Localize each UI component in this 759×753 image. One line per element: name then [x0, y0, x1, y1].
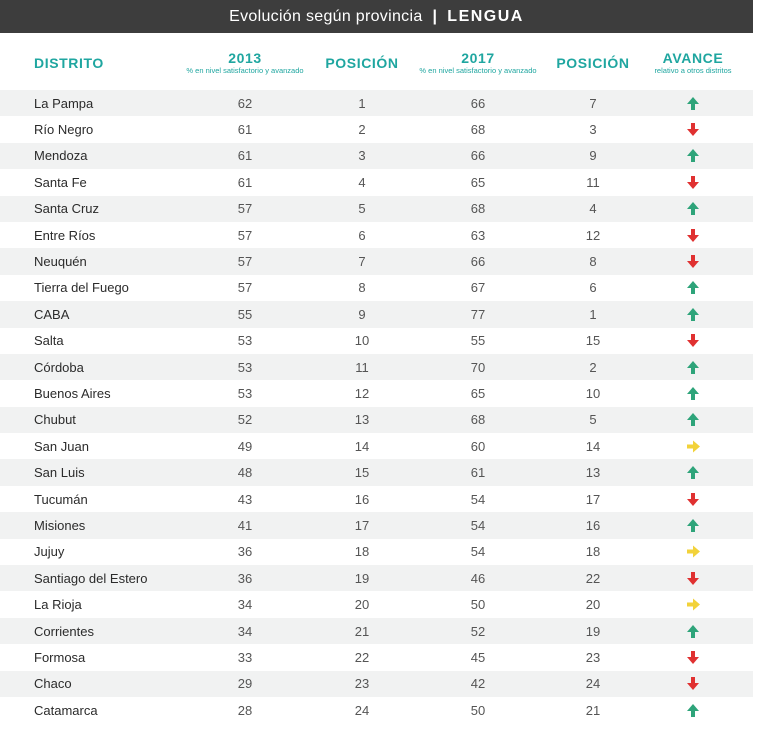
table-row: [0, 697, 753, 723]
distrito-cell: Tucumán: [34, 491, 88, 507]
position-2013-cell: 10: [354, 333, 370, 349]
value-2013-cell: 61: [237, 148, 253, 164]
value-2017-cell: 45: [470, 649, 486, 665]
trend-cell: [645, 248, 741, 274]
position-2017-cell: 6: [589, 280, 597, 296]
distrito-cell: Corrientes: [34, 623, 94, 639]
header-distrito: DISTRITO: [34, 54, 104, 71]
distrito-cell: San Luis: [34, 465, 85, 481]
distrito-cell: Formosa: [34, 649, 86, 665]
table-row: [0, 328, 753, 354]
trend-cell: [645, 90, 741, 116]
trend-cell: [645, 354, 741, 380]
arrow-up-icon: [686, 148, 700, 163]
header-avance-subtitle: relativo a otros distritos: [654, 65, 732, 75]
position-2013-cell: 22: [354, 649, 370, 665]
arrow-up-icon: [686, 307, 700, 322]
value-2013-cell: 33: [237, 649, 253, 665]
trend-cell: [645, 275, 741, 301]
value-2017-cell: 46: [470, 570, 486, 586]
value-2017-cell: 67: [470, 280, 486, 296]
position-2013-cell: 6: [358, 227, 366, 243]
value-2013-cell: 48: [237, 465, 253, 481]
value-2017-cell: 65: [470, 385, 486, 401]
position-2017-cell: 1: [589, 306, 597, 322]
position-2017-cell: 22: [585, 570, 601, 586]
distrito-cell: Santa Cruz: [34, 201, 100, 217]
arrow-down-icon: [686, 676, 700, 691]
trend-cell: [645, 433, 741, 459]
header-2013-subtitle: % en nivel satisfactorio y avanzado: [186, 65, 304, 75]
value-2013-cell: 53: [237, 333, 253, 349]
table-row: [0, 275, 753, 301]
value-2017-cell: 70: [470, 359, 486, 375]
trend-cell: [645, 618, 741, 644]
table-row: [0, 222, 753, 248]
position-2013-cell: 2: [358, 122, 366, 138]
table-row: [0, 459, 753, 485]
value-2017-cell: 52: [470, 623, 486, 639]
value-2017-cell: 68: [470, 122, 486, 138]
trend-cell: [645, 644, 741, 670]
position-2017-cell: 9: [589, 148, 597, 164]
value-2017-cell: 68: [470, 201, 486, 217]
table-row: [0, 486, 753, 512]
subject-label: LENGUA: [447, 7, 524, 25]
value-2017-cell: 42: [470, 676, 486, 692]
header-2017: 2017 % en nivel satisfactorio y avanzado: [419, 49, 537, 75]
arrow-down-icon: [686, 175, 700, 190]
position-2017-cell: 10: [585, 385, 601, 401]
table-row: [0, 169, 753, 195]
position-2017-cell: 8: [589, 254, 597, 270]
trend-cell: [645, 328, 741, 354]
table-row: [0, 539, 753, 565]
value-2013-cell: 61: [237, 174, 253, 190]
arrow-down-icon: [686, 254, 700, 269]
position-2013-cell: 23: [354, 676, 370, 692]
distrito-cell: Misiones: [34, 517, 86, 533]
position-2017-cell: 4: [589, 201, 597, 217]
table-row: [0, 671, 753, 697]
arrow-same-icon: [686, 597, 700, 612]
position-2013-cell: 19: [354, 570, 370, 586]
table-row: [0, 565, 753, 591]
value-2013-cell: 34: [237, 623, 253, 639]
position-2013-cell: 18: [354, 544, 370, 560]
arrow-up-icon: [686, 412, 700, 427]
distrito-cell: Salta: [34, 333, 64, 349]
trend-cell: [645, 169, 741, 195]
position-2013-cell: 5: [358, 201, 366, 217]
value-2013-cell: 62: [237, 95, 253, 111]
position-2017-cell: 7: [589, 95, 597, 111]
value-2017-cell: 54: [470, 517, 486, 533]
value-2017-cell: 55: [470, 333, 486, 349]
position-2017-cell: 13: [585, 465, 601, 481]
value-2013-cell: 53: [237, 359, 253, 375]
arrow-down-icon: [686, 122, 700, 137]
trend-cell: [645, 459, 741, 485]
position-2013-cell: 12: [354, 385, 370, 401]
distrito-cell: Catamarca: [34, 702, 98, 718]
title-separator: |: [432, 7, 438, 25]
position-2017-cell: 15: [585, 333, 601, 349]
position-2017-cell: 24: [585, 676, 601, 692]
position-2017-cell: 2: [589, 359, 597, 375]
trend-cell: [645, 697, 741, 723]
value-2013-cell: 57: [237, 254, 253, 270]
position-2013-cell: 3: [358, 148, 366, 164]
table-row: [0, 591, 753, 617]
arrow-up-icon: [686, 96, 700, 111]
distrito-cell: Río Negro: [34, 122, 94, 138]
table-row: [0, 90, 753, 116]
trend-cell: [645, 407, 741, 433]
position-2017-cell: 12: [585, 227, 601, 243]
distrito-cell: Jujuy: [34, 544, 65, 560]
distrito-cell: La Rioja: [34, 597, 82, 613]
table-row: [0, 644, 753, 670]
trend-cell: [645, 512, 741, 538]
arrow-same-icon: [686, 544, 700, 559]
value-2013-cell: 53: [237, 385, 253, 401]
position-2017-cell: 5: [589, 412, 597, 428]
position-2017-cell: 20: [585, 597, 601, 613]
table-body: [0, 90, 753, 723]
trend-cell: [645, 539, 741, 565]
arrow-up-icon: [686, 386, 700, 401]
position-2013-cell: 4: [358, 174, 366, 190]
distrito-cell: San Juan: [34, 438, 89, 454]
value-2017-cell: 77: [470, 306, 486, 322]
value-2017-cell: 54: [470, 491, 486, 507]
value-2013-cell: 52: [237, 412, 253, 428]
header-2013: 2013 % en nivel satisfactorio y avanzado: [186, 49, 304, 75]
position-2017-cell: 21: [585, 702, 601, 718]
position-2017-cell: 19: [585, 623, 601, 639]
trend-cell: [645, 143, 741, 169]
distrito-cell: Mendoza: [34, 148, 88, 164]
page-title: Evolución según provincia: [229, 7, 423, 25]
distrito-cell: CABA: [34, 306, 70, 322]
trend-cell: [645, 486, 741, 512]
value-2013-cell: 43: [237, 491, 253, 507]
value-2013-cell: 29: [237, 676, 253, 692]
distrito-cell: La Pampa: [34, 95, 94, 111]
position-2013-cell: 20: [354, 597, 370, 613]
position-2017-cell: 14: [585, 438, 601, 454]
distrito-cell: Córdoba: [34, 359, 84, 375]
trend-cell: [645, 301, 741, 327]
trend-cell: [645, 671, 741, 697]
value-2017-cell: 61: [470, 465, 486, 481]
table-row: [0, 116, 753, 142]
position-2013-cell: 9: [358, 306, 366, 322]
header-posicion-2017: POSICIÓN: [556, 54, 630, 71]
value-2017-cell: 66: [470, 148, 486, 164]
table-row: [0, 196, 753, 222]
position-2013-cell: 21: [354, 623, 370, 639]
header-posicion-2013: POSICIÓN: [325, 54, 399, 71]
arrow-down-icon: [686, 571, 700, 586]
arrow-down-icon: [686, 650, 700, 665]
table-row: [0, 380, 753, 406]
value-2017-cell: 66: [470, 95, 486, 111]
arrow-down-icon: [686, 492, 700, 507]
arrow-up-icon: [686, 624, 700, 639]
arrow-up-icon: [686, 703, 700, 718]
arrow-up-icon: [686, 360, 700, 375]
table-row: [0, 354, 753, 380]
value-2017-cell: 63: [470, 227, 486, 243]
position-2013-cell: 13: [354, 412, 370, 428]
trend-cell: [645, 565, 741, 591]
value-2013-cell: 36: [237, 570, 253, 586]
trend-cell: [645, 116, 741, 142]
position-2013-cell: 7: [358, 254, 366, 270]
position-2017-cell: 18: [585, 544, 601, 560]
distrito-cell: Entre Ríos: [34, 227, 96, 243]
position-2013-cell: 15: [354, 465, 370, 481]
table-row: [0, 248, 753, 274]
arrow-up-icon: [686, 465, 700, 480]
position-2017-cell: 16: [585, 517, 601, 533]
value-2017-cell: 54: [470, 544, 486, 560]
value-2017-cell: 66: [470, 254, 486, 270]
arrow-down-icon: [686, 333, 700, 348]
position-2013-cell: 1: [358, 95, 366, 111]
distrito-cell: Chaco: [34, 676, 72, 692]
arrow-up-icon: [686, 280, 700, 295]
arrow-up-icon: [686, 201, 700, 216]
value-2013-cell: 55: [237, 306, 253, 322]
value-2017-cell: 68: [470, 412, 486, 428]
table-row: [0, 618, 753, 644]
value-2013-cell: 49: [237, 438, 253, 454]
value-2013-cell: 61: [237, 122, 253, 138]
value-2017-cell: 50: [470, 597, 486, 613]
header-avance: AVANCE relativo a otros distritos: [654, 49, 732, 75]
arrow-same-icon: [686, 439, 700, 454]
distrito-cell: Chubut: [34, 412, 76, 428]
value-2013-cell: 57: [237, 280, 253, 296]
arrow-down-icon: [686, 228, 700, 243]
trend-cell: [645, 196, 741, 222]
trend-cell: [645, 591, 741, 617]
arrow-up-icon: [686, 518, 700, 533]
position-2017-cell: 17: [585, 491, 601, 507]
table-header: [0, 38, 753, 88]
table-row: [0, 433, 753, 459]
value-2017-cell: 60: [470, 438, 486, 454]
value-2013-cell: 36: [237, 544, 253, 560]
position-2013-cell: 16: [354, 491, 370, 507]
distrito-cell: Buenos Aires: [34, 385, 111, 401]
distrito-cell: Neuquén: [34, 254, 87, 270]
value-2013-cell: 57: [237, 201, 253, 217]
value-2013-cell: 34: [237, 597, 253, 613]
table-row: [0, 407, 753, 433]
position-2013-cell: 11: [355, 359, 369, 375]
table-row: [0, 512, 753, 538]
position-2013-cell: 14: [354, 438, 370, 454]
position-2017-cell: 23: [585, 649, 601, 665]
position-2013-cell: 17: [354, 517, 370, 533]
distrito-cell: Santiago del Estero: [34, 570, 148, 586]
position-2013-cell: 8: [358, 280, 366, 296]
table-row: [0, 143, 753, 169]
value-2013-cell: 57: [237, 227, 253, 243]
header-2017-subtitle: % en nivel satisfactorio y avanzado: [419, 65, 537, 75]
position-2013-cell: 24: [354, 702, 370, 718]
title-bar: [0, 0, 753, 33]
trend-cell: [645, 222, 741, 248]
value-2013-cell: 41: [237, 517, 253, 533]
position-2017-cell: 3: [589, 122, 597, 138]
value-2017-cell: 65: [470, 174, 486, 190]
table-row: [0, 301, 753, 327]
trend-cell: [645, 380, 741, 406]
distrito-cell: Tierra del Fuego: [34, 280, 129, 296]
position-2017-cell: 11: [586, 174, 600, 190]
value-2017-cell: 50: [470, 702, 486, 718]
value-2013-cell: 28: [237, 702, 253, 718]
distrito-cell: Santa Fe: [34, 174, 87, 190]
